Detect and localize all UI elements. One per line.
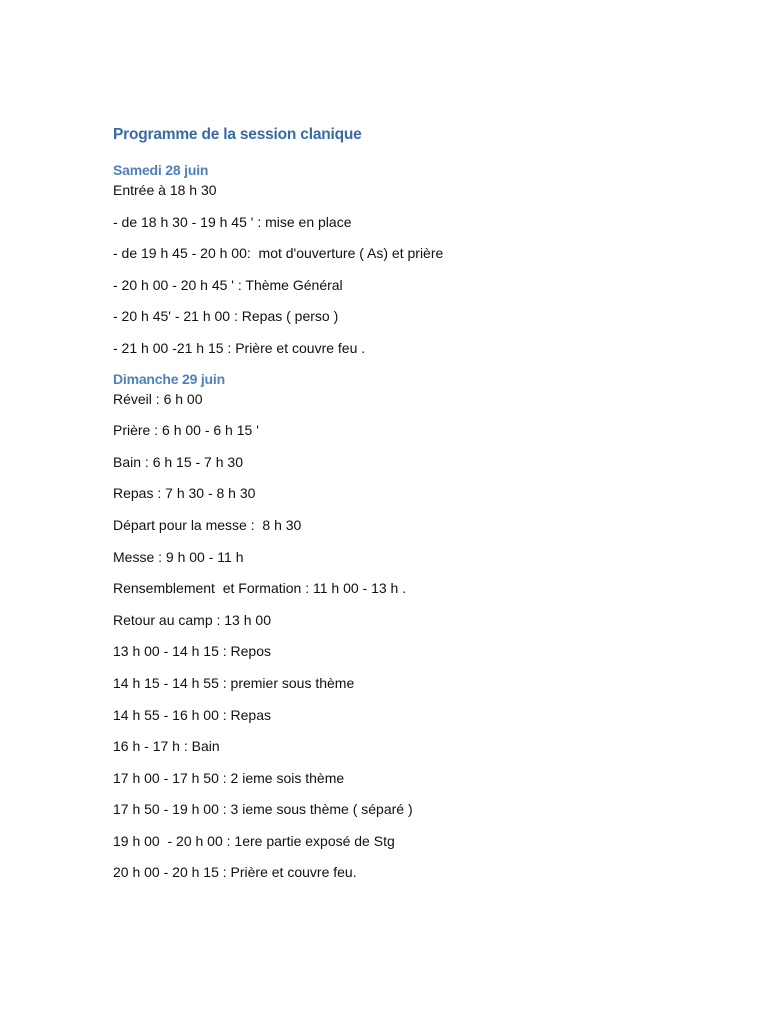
schedule-line: 14 h 15 - 14 h 55 : premier sous thème	[113, 674, 355, 691]
schedule-line: Prière : 6 h 00 - 6 h 15 '	[113, 422, 259, 439]
schedule-line: 14 h 55 - 16 h 00 : Repas	[113, 706, 271, 723]
section-heading-sunday: Dimanche 29 juin	[113, 370, 225, 387]
schedule-line: 13 h 00 - 14 h 15 : Repos	[113, 643, 271, 660]
section-heading-saturday: Samedi 28 juin	[113, 162, 209, 178]
schedule-line: Rensemblement et Formation : 11 h 00 - 13 h .	[113, 580, 407, 597]
document-page	[113, 124, 713, 894]
section-sunday	[113, 369, 713, 883]
schedule-line: 20 h 00 - 20 h 15 : Prière et couvre feu.	[113, 864, 357, 881]
section-saturday	[113, 160, 713, 358]
schedule-line: Messe : 9 h 00 - 11 h	[113, 548, 244, 565]
schedule-line: - 21 h 00 -21 h 15 : Prière et couvre feu .	[113, 339, 366, 356]
schedule-line: - de 19 h 45 - 20 h 00: mot d'ouverture ( As) et prière	[113, 245, 444, 262]
schedule-line: Bain : 6 h 15 - 7 h 30	[113, 453, 243, 470]
schedule-line: Repas : 7 h 30 - 8 h 30	[113, 485, 256, 502]
schedule-line: - 20 h 00 - 20 h 45 ' : Thème Général	[113, 276, 343, 293]
schedule-line: 16 h - 17 h : Bain	[113, 738, 220, 755]
schedule-line: 17 h 50 - 19 h 00 : 3 ieme sous thème ( séparé )	[113, 801, 413, 818]
schedule-line: 17 h 00 - 17 h 50 : 2 ieme sois thème	[113, 769, 345, 786]
schedule-line: - de 18 h 30 - 19 h 45 ' : mise en place	[113, 213, 352, 230]
schedule-line: Réveil : 6 h 00	[113, 390, 203, 407]
schedule-line: 19 h 00 - 20 h 00 : 1ere partie exposé de Stg	[113, 832, 395, 849]
schedule-line: - 20 h 45' - 21 h 00 : Repas ( perso )	[113, 308, 339, 325]
document-title: Programme de la session clanique	[113, 126, 362, 143]
schedule-line: Entrée à 18 h 30	[113, 182, 217, 198]
schedule-line: Retour au camp : 13 h 00	[113, 611, 271, 628]
schedule-line: Départ pour la messe : 8 h 30	[113, 516, 302, 533]
